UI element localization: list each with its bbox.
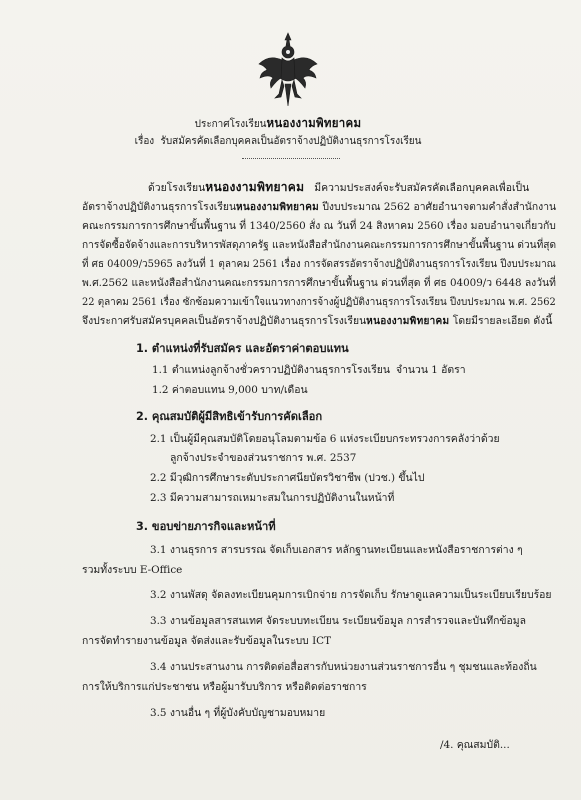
section-3-item-5: 3.5 งานอื่น ๆ ที่ผู้บังคับบัญชามอบหมาย: [150, 707, 326, 719]
body-text: ปีงบประมาณ 2562 อาศัยอำนาจตามคำสั่งสำนักงาน: [322, 201, 557, 213]
subject-text: รับสมัครคัดเลือกบุคคลเป็นอัตราจ้างปฏิบัติงานธุรการโรงเรียน: [160, 135, 422, 147]
section-2-item-1-cont: ลูกจ้างประจำของส่วนราชการ พ.ศ. 2537: [170, 452, 357, 464]
body-line-1: [148, 180, 529, 195]
section-3-item-1: 3.1 งานธุรการ สารบรรณ จัดเก็บเอกสาร หลักฐานทะเบียนและหนังสือราชการต่าง ๆ: [150, 544, 523, 556]
announcement-subject: [0, 134, 556, 148]
garuda-emblem: [255, 30, 321, 110]
section-1-item-1: 1.1 ตำแหน่งลูกจ้างชั่วคราวปฏิบัติงานธุรการโรงเรียน: [152, 364, 390, 376]
body-line-2: [82, 200, 556, 215]
announcement-title: [0, 116, 556, 131]
title-divider: [242, 158, 340, 159]
section-2-heading: 2. คุณสมบัติผู้มีสิทธิเข้ารับการคัดเลือก: [136, 410, 323, 423]
body-line-6: พ.ศ.2562 และหนังสือสำนักงานคณะกรรมการการศึกษาขั้นพื้นฐาน ด่วนที่สุด ที่ ศธ 04009/ว 6448 ลงวันที่: [82, 277, 556, 289]
section-3-item-4-cont: การให้บริการแก่ประชาชน หรือผู้มารับบริการ หรือติดต่อราชการ: [82, 681, 367, 693]
section-3-heading: 3. ขอบข่ายภารกิจและหน้าที่: [136, 520, 276, 533]
body-text: จึงประกาศรับสมัครบุคคลเป็นอัตราจ้างปฏิบัติงานธุรการโรงเรียน: [82, 315, 367, 327]
section-2-item-2: 2.2 มีวุฒิการศึกษาระดับประกาศนียบัตรวิชาชีพ (ปวช.) ขึ้นไป: [150, 472, 425, 484]
school-name-handwritten: หนองงามพิทยาคม: [205, 180, 305, 194]
title-prefix: ประกาศโรงเรียน: [194, 118, 267, 130]
body-line-3: คณะกรรมการการศึกษาขั้นพื้นฐาน ที่ 1340/2560 สั่ง ณ วันที่ 24 สิงหาคม 2560 เรื่อง มอบอำนาจเกี่ยวกับ: [82, 220, 556, 232]
section-2-item-3: 2.3 มีความสามารถเหมาะสมในการปฏิบัติงานในหน้าที่: [150, 492, 395, 504]
section-3-item-1-cont: รวมทั้งระบบ E-Office: [82, 564, 183, 576]
school-name-handwritten: หนองงามพิทยาคม: [236, 202, 320, 213]
section-3-item-2: 3.2 งานพัสดุ จัดลงทะเบียนคุมการเบิกจ่าย การจัดเก็บ รักษาดูแลความเป็นระเบียบเรียบร้อย: [150, 589, 552, 601]
subject-label: เรื่อง: [134, 135, 155, 147]
section-3-item-3: 3.3 งานข้อมูลสารสนเทศ จัดระบบทะเบียน ระเบียนข้อมูล การสำรวจและบันทึกข้อมูล: [150, 615, 526, 627]
body-text: มีความประสงค์จะรับสมัครคัดเลือกบุคคลเพื่อเป็น: [314, 182, 530, 194]
page-continuation: /4. คุณสมบัติ...: [440, 739, 510, 751]
section-1-item-2: 1.2 ค่าตอบแทน 9,000 บาท/เดือน: [152, 384, 308, 396]
section-1-item-1-count: จำนวน 1 อัตรา: [396, 364, 466, 376]
body-line-5: ที่ ศธ 04009/ว5965 ลงวันที่ 1 ตุลาคม 2561 เรื่อง การจัดสรรอัตราจ้างปฏิบัติงานธุรการโรงเรียน ปีงบประมาณ: [82, 258, 556, 270]
section-3-item-4: 3.4 งานประสานงาน การติดต่อสื่อสารกับหน่วยงานส่วนราชการอื่น ๆ ชุมชนและท้องถิ่น: [150, 661, 537, 673]
body-text: อัตราจ้างปฏิบัติงานธุรการโรงเรียน: [82, 201, 237, 213]
body-text: ด้วยโรงเรียน: [148, 182, 206, 194]
section-2-item-1: 2.1 เป็นผู้มีคุณสมบัติโดยอนุโลมตามข้อ 6 แห่งระเบียบกระทรวงการคลังว่าด้วย: [150, 433, 500, 445]
body-line-7: 22 ตุลาคม 2561 เรื่อง ซักซ้อมความเข้าใจแนวทางการจ้างผู้ปฏิบัติงานธุรการโรงเรียน ปีงบประมาณ พ.ศ. 2562: [82, 296, 556, 308]
body-line-8: [82, 314, 552, 329]
school-name-handwritten: หนองงามพิทยาคม: [366, 316, 450, 327]
section-3-item-3-cont: การจัดทำรายงานข้อมูล จัดส่งและรับข้อมูลในระบบ ICT: [82, 635, 332, 647]
body-line-4: การจัดซื้อจัดจ้างและการบริหารพัสดุภาครัฐ และหนังสือสำนักงานคณะกรรมการการศึกษาขั้นพื้นฐาน ด่วนที่สุด: [82, 239, 557, 251]
section-1-heading: 1. ตำแหน่งที่รับสมัคร และอัตราค่าตอบแทน: [136, 342, 349, 355]
school-name-handwritten: หนองงามพิทยาคม: [266, 116, 362, 130]
body-text: โดยมีรายละเอียด ดังนี้: [452, 315, 553, 327]
